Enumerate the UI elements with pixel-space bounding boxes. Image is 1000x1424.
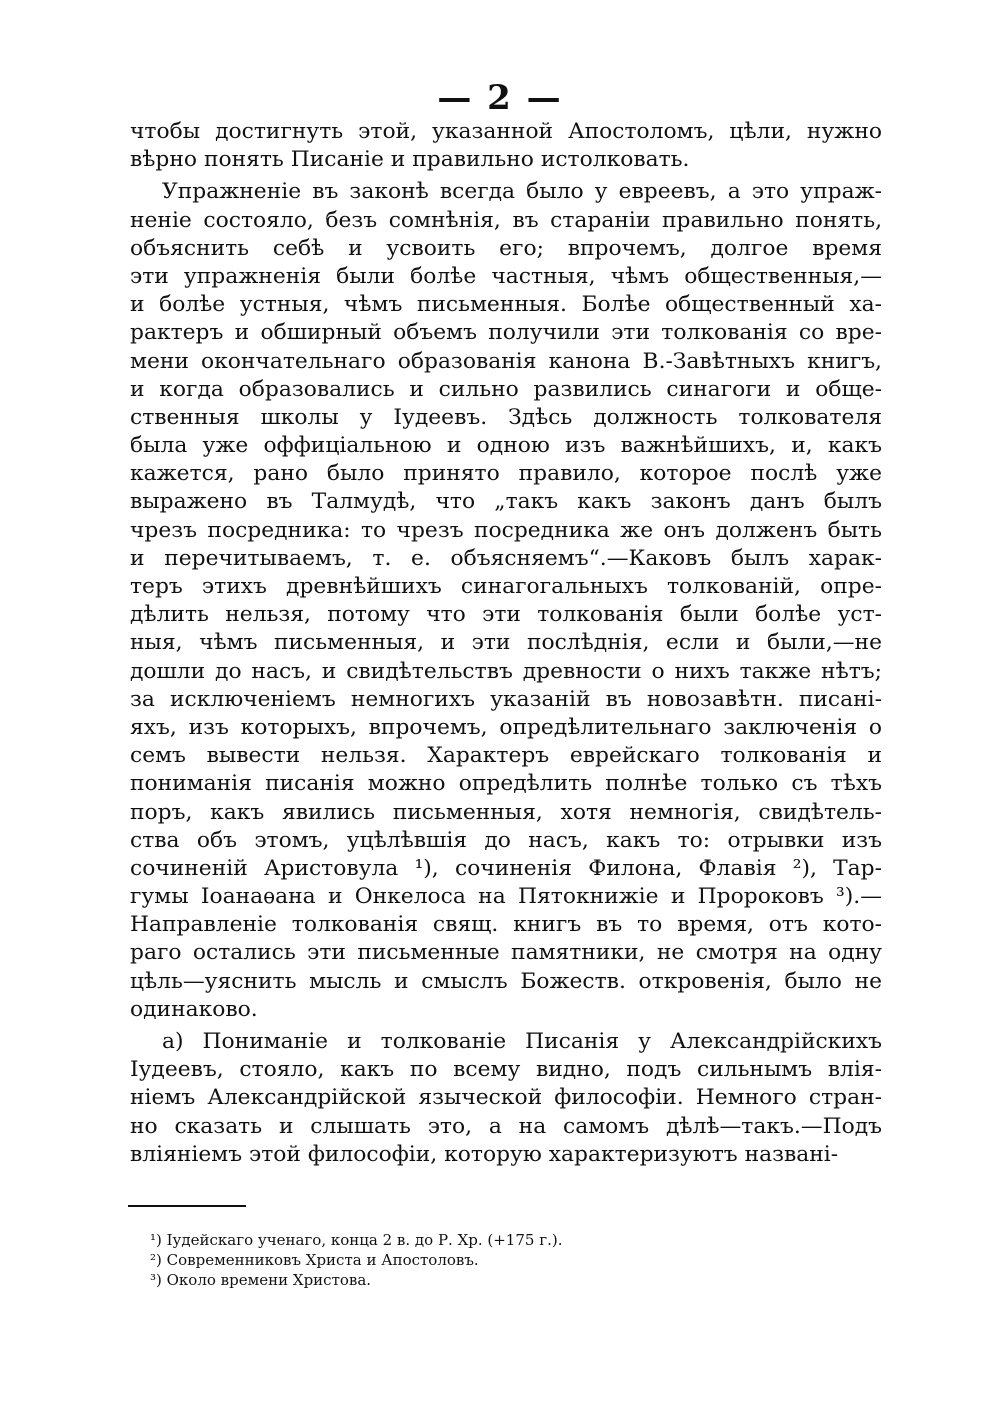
text-line: кажется, рано было принято правило, которое послѣ уже (130, 461, 882, 487)
text-line: и перечитываемъ, т. е. объясняемъ“.—Каковъ былъ харак- (130, 545, 882, 571)
text-line: гумы Іоанаѳана и Онкелоса на Пятокнижіе и Пророковъ ³).— (130, 884, 882, 910)
text-line: рактеръ и обширный объемъ получили эти толкованія со вре- (130, 320, 882, 346)
footnote: ²) Современниковъ Христа и Апостоловъ. (150, 1251, 479, 1269)
paragraph (130, 1028, 882, 1169)
text-line: и болѣе устныя, чѣмъ письменныя. Болѣе общественный ха- (130, 292, 882, 318)
text-line: ства объ этомъ, уцѣлѣвшія до насъ, какъ то: отрывки изъ (130, 827, 882, 853)
text-line: дѣлить нельзя, потому что эти толкованія были болѣе уст- (130, 602, 882, 628)
text-line: семъ вывести нельзя. Характеръ еврейскаго толкованія и (130, 743, 882, 769)
text-line: ственныя школы у Іудеевъ. Здѣсь должность толкователя (130, 404, 882, 430)
text-line: выражено въ Талмудѣ, что „такъ какъ законъ данъ былъ (130, 489, 882, 515)
text-line: вѣрно понять Писаніе и правильно истолковать. (130, 147, 690, 173)
text-line: чрезъ посредника: то чрезъ посредника же онъ долженъ быть (130, 517, 882, 543)
text-line: чтобы достигнуть этой, указанной Апостоломъ, цѣли, нужно (130, 119, 882, 144)
paragraph (130, 178, 882, 1024)
text-line: яхъ, изъ которыхъ, впрочемъ, опредѣлительнаго заключенія о (130, 714, 882, 740)
text-line: и когда образовались и сильно развились синагоги и обще- (130, 376, 882, 402)
footnote: ¹) Іудейскаго ученаго, конца 2 в. до Р. Хр. (+175 г.). (150, 1231, 563, 1249)
text-line: ніемъ Александрійской языческой философіи. Немного стран- (130, 1085, 882, 1111)
text-line: поръ, какъ явились письменныя, хотя немногія, свидѣтель- (130, 799, 882, 825)
footnote: ³) Около времени Христова. (150, 1271, 372, 1289)
text-line: Упражненіе въ законѣ всегда было у евреевъ, а это упраж- (162, 179, 882, 205)
text-line: эти упражненія были болѣе частныя, чѣмъ общественныя,— (130, 263, 882, 289)
paragraph (130, 118, 882, 174)
footnote-divider (128, 1205, 246, 1207)
page-number: — 2 — (437, 78, 563, 118)
text-line: неніе состояло, безъ сомнѣнія, въ стараніи правильно понять, (130, 207, 882, 233)
text-line: раго остались эти письменные памятники, не смотря на одну (130, 940, 882, 966)
text-line: объяснить себѣ и усвоить его; впрочемъ, долгое время (130, 235, 882, 261)
text-line: Іудеевъ, стояло, какъ по всему видно, подъ сильнымъ влія- (130, 1057, 882, 1083)
text-line: сочиненій Аристовула ¹), сочиненія Филона, Флавія ²), Тар- (130, 855, 882, 881)
text-line: за исключеніемъ немногихъ указаній въ новозавѣтн. писані- (130, 686, 882, 712)
text-line: Направленіе толкованія свящ. книгъ въ то время, отъ кото- (130, 912, 882, 938)
body-text (130, 118, 882, 1169)
text-line: дошли до насъ, и свидѣтельствъ древности о нихъ также нѣтъ; (130, 658, 882, 684)
text-line: пониманія писанія можно опредѣлить полнѣе только съ тѣхъ (130, 771, 882, 797)
text-line: ныя, чѣмъ письменныя, и эти послѣднія, если и были,—не (130, 630, 882, 656)
text-line: одинаково. (130, 996, 258, 1022)
text-line: была уже оффиціальною и одною изъ важнѣйшихъ, и, какъ (130, 433, 882, 459)
text-line: мени окончательнаго образованія канона В.-Завѣтныхъ книгъ, (130, 348, 882, 374)
footnotes (150, 1230, 850, 1290)
text-line: вліяніемъ этой философіи, которую характеризуютъ названі- (130, 1141, 839, 1167)
text-line: теръ этихъ древнѣйшихъ синагогальныхъ толкованій, опре- (130, 574, 882, 599)
text-line: но сказать и слышать это, а на самомъ дѣлѣ—такъ.—Подъ (130, 1113, 882, 1139)
text-line: цѣль—уяснить мысль и смыслъ Божеств. откровенія, было не (130, 968, 882, 994)
text-line: а) Пониманіе и толкованіе Писанія у Александрійскихъ (162, 1029, 882, 1054)
